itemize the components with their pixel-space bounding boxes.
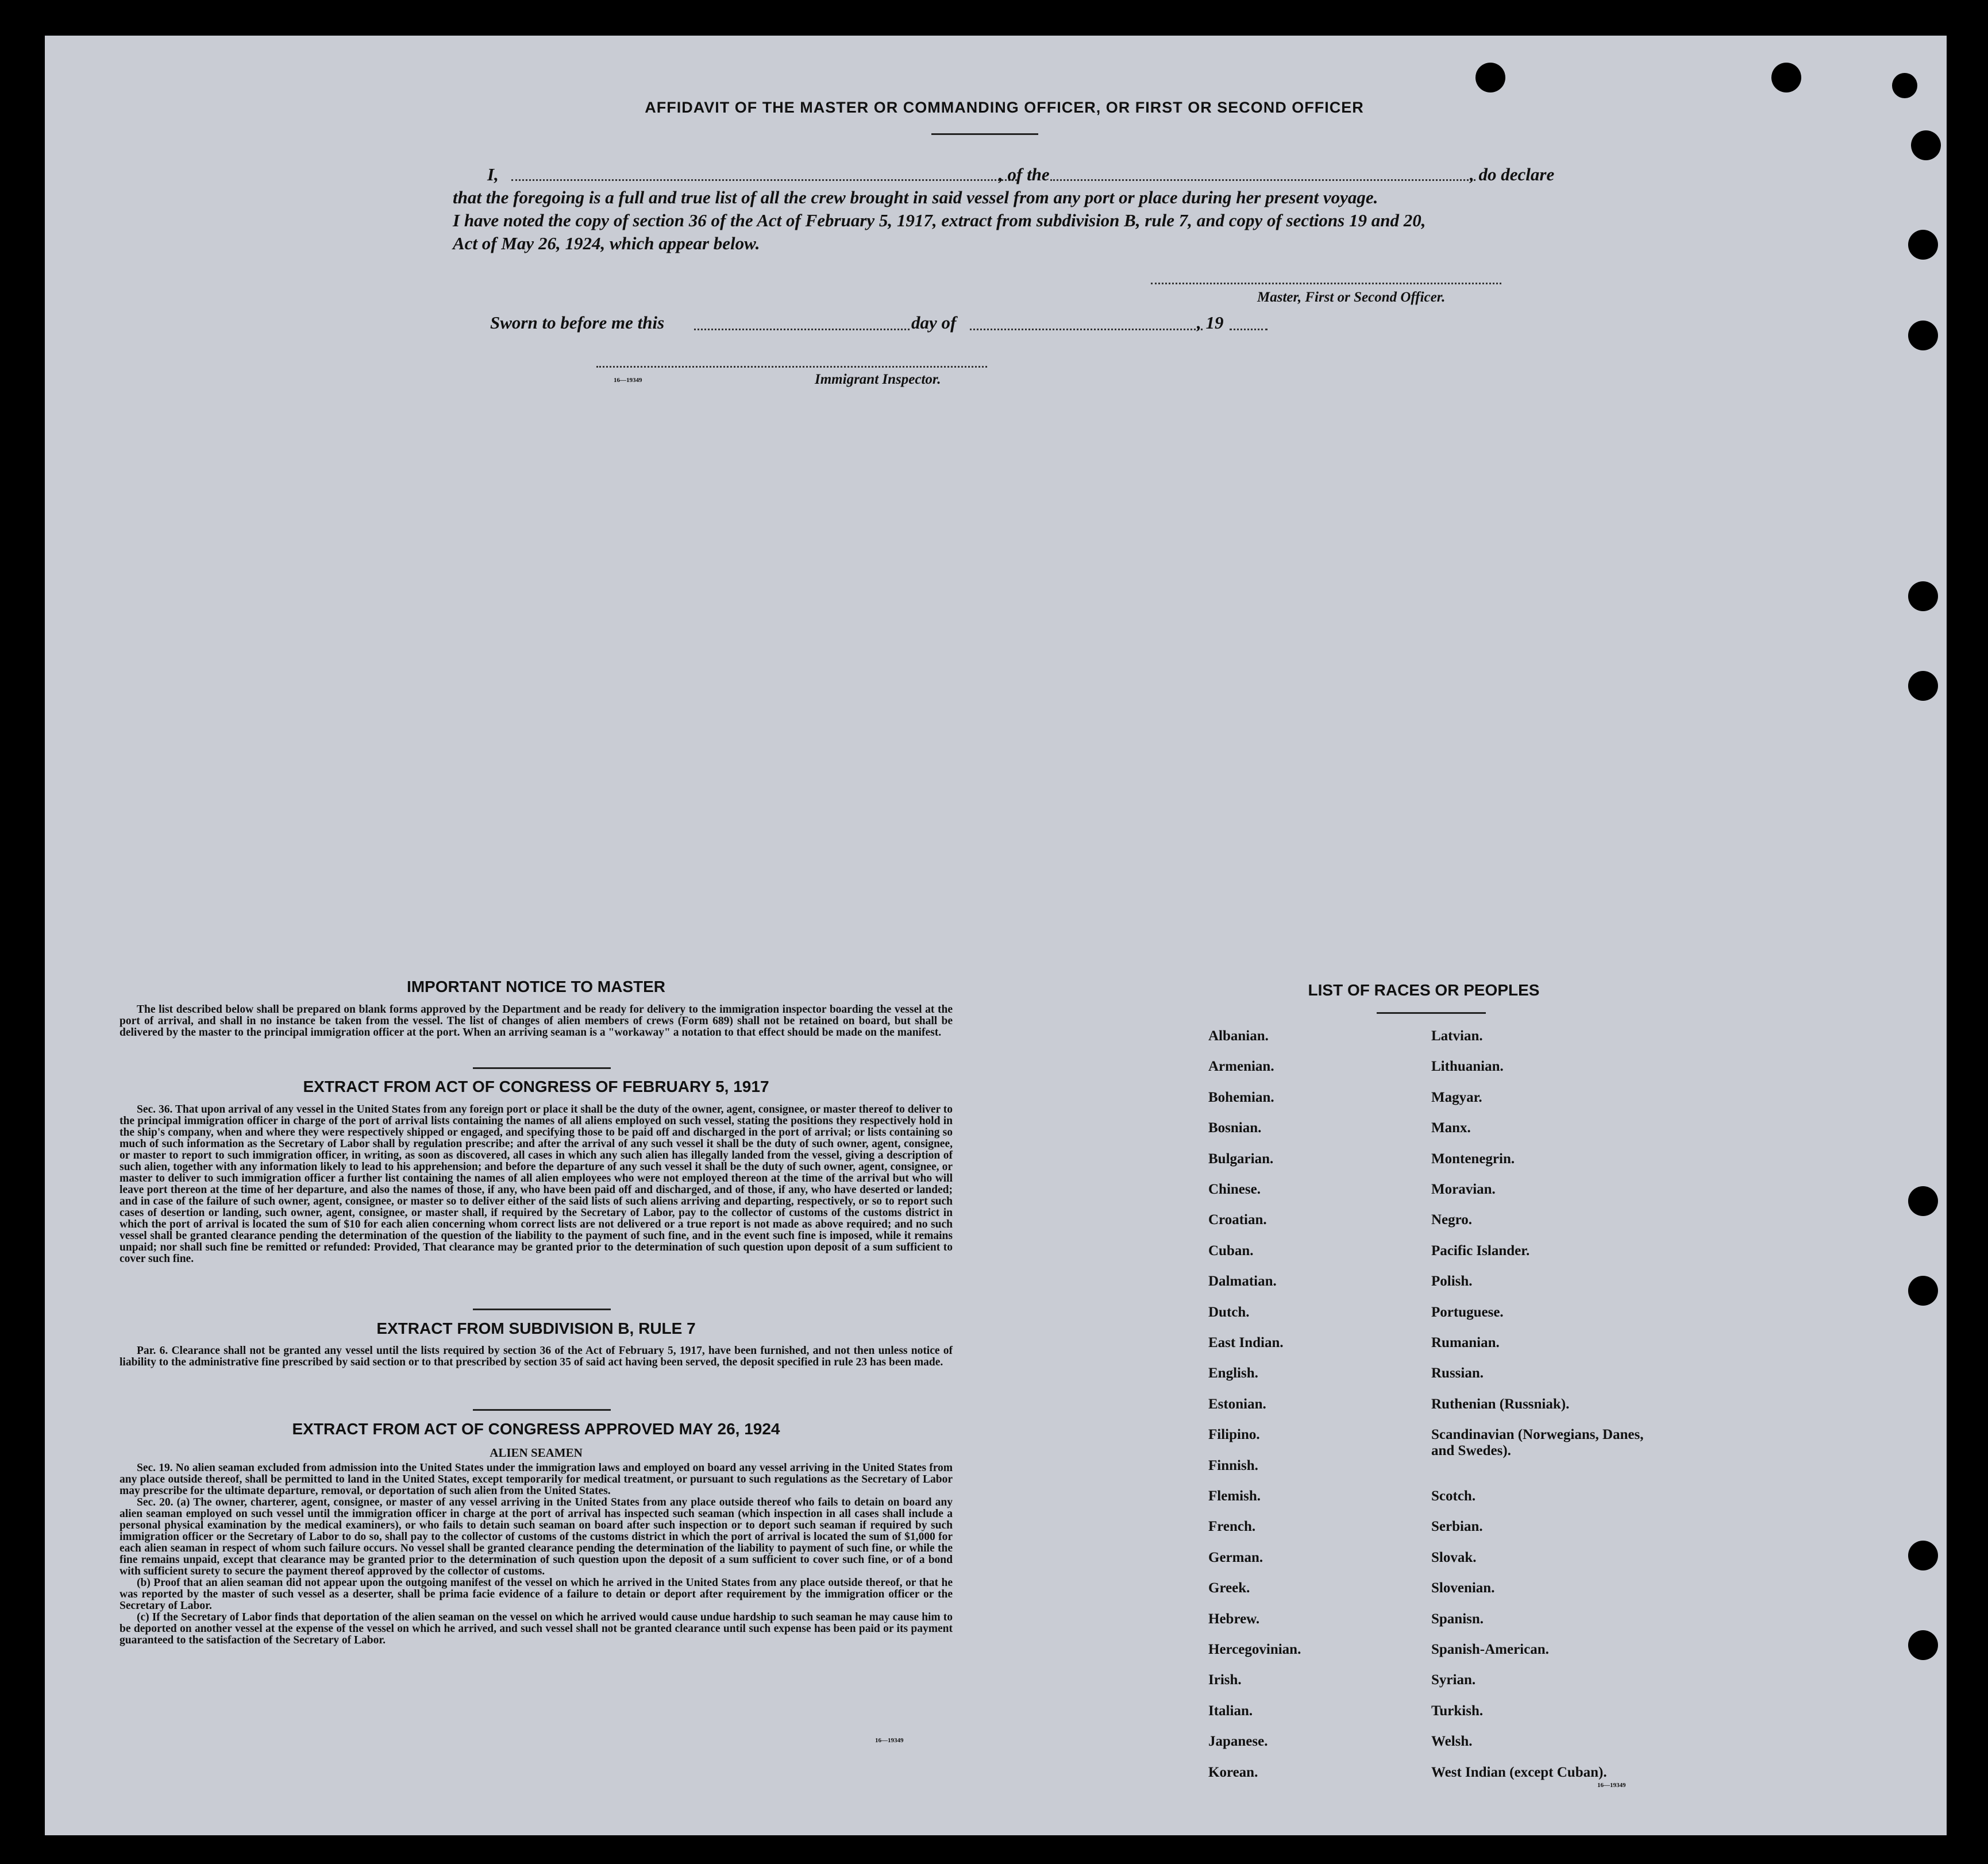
race-item: Russian. xyxy=(1431,1365,1484,1381)
vessel-of-label: , of the xyxy=(999,164,1050,184)
race-item: Albanian. xyxy=(1208,1028,1269,1044)
punch-hole xyxy=(1911,130,1941,160)
sworn-day-field[interactable] xyxy=(694,329,910,330)
race-item: Dutch. xyxy=(1208,1304,1250,1320)
punch-hole xyxy=(1908,230,1938,260)
race-item: Dalmatian. xyxy=(1208,1273,1277,1290)
sec19-paragraph: Sec. 19. No alien seaman excluded from admission into the United States under the immigration laws and employed on board any vessel arriving in the United States from any place outside thereof, shall be permitted to land in the United States, except temporarily for medical treatment, or pursuant to such regulations as the Secretary of Labor may prescribe for the ultimate departure, removal, or deportation of such alien from the United States. xyxy=(120,1462,953,1497)
race-item: Spanish-American. xyxy=(1431,1642,1549,1657)
race-item: Spanisn. xyxy=(1431,1611,1484,1627)
race-item: West Indian (except Cuban). xyxy=(1431,1764,1607,1780)
extract-form-number: 16—19349 xyxy=(875,1737,904,1744)
race-item: Flemish. xyxy=(1208,1488,1261,1504)
inspector-signature-field[interactable] xyxy=(596,366,987,368)
race-item: Bohemian. xyxy=(1208,1089,1274,1105)
declarant-name-field[interactable] xyxy=(511,179,1017,181)
punch-hole xyxy=(1908,1541,1938,1570)
punch-hole xyxy=(1892,73,1917,98)
races-title: LIST OF RACES OR PEOPLES xyxy=(1308,981,1540,999)
race-item: Chinese. xyxy=(1208,1182,1261,1197)
sec36-paragraph: Sec. 36. That upon arrival of any vessel in the United States from any foreign port or place it shall be the duty of the owner, agent, consignee, or master thereof to deliver to the principal immigration officer in charge of the port of arrival lists containing the names of all aliens employed on such vessel, stating the positions they respectively hold in the ship's company, when and where they were respectively shipped or engaged, and specifying those to be paid off and discharged in the port of arrival; or lists containing so much of such information as the Secretary of Labor shall by regulation prescribe; and after the arrival of any such vessel it shall be the duty of such owner, agent, consignee, or master to report to such immigration officer, in writing, as soon as discovered, all cases in which any such alien has illegally landed from the vessel, giving a description of such alien, together with any information likely to lead to his apprehension; and before the departure of any such vessel it shall be the duty of such owner, agent, consignee, or master to deliver to such immigration officer a further list containing the names of all alien employees who were not employed thereon at the time of the arrival but who will leave port thereon at the time of her departure, and also the names of those, if any, who have been paid off and discharged, and of those, if any, who have deserted or landed; and in case of the failure of such owner, agent, consignee, or master so to deliver either of the said lists of such aliens arriving and departing, respectively, or so to report such cases of desertion or landing, such owner, agent, consignee, or master shall, if required by the Secretary of Labor, pay to the collector of customs of the customs district in which the port of arrival is located the sum of $10 for each alien concerning whom correct lists are not delivered or a true report is not made as above required; and no such vessel shall be granted clearance pending the determination of the question of the liability to the payment of such fine, and in the event such fine is imposed, while it remains unpaid; nor shall such fine be remitted or refunded: Provided, That clearance may be granted prior to the determination of such question upon deposit of a sum sufficient to cover such fine. xyxy=(120,1103,953,1265)
race-item: Irish. xyxy=(1208,1672,1242,1688)
master-signature-field[interactable] xyxy=(1151,283,1501,284)
document-page xyxy=(45,36,1947,1835)
race-item: Scandinavian (Norwegians, Danes, and Swedes). xyxy=(1431,1427,1644,1459)
race-item: Croatian. xyxy=(1208,1212,1267,1228)
race-item: Armenian. xyxy=(1208,1059,1274,1075)
race-item: Slovenian. xyxy=(1431,1580,1495,1596)
sworn-year-field[interactable] xyxy=(1230,329,1267,330)
race-item: English. xyxy=(1208,1365,1258,1381)
race-item: Turkish. xyxy=(1431,1703,1484,1719)
notice-title: IMPORTANT NOTICE TO MASTER xyxy=(406,978,666,995)
punch-hole xyxy=(1908,1276,1938,1306)
race-item: Montenegrin. xyxy=(1431,1151,1515,1167)
section-divider xyxy=(473,1309,611,1310)
punch-hole xyxy=(1771,63,1801,92)
race-item: Hercegovinian. xyxy=(1208,1642,1301,1657)
sec20a-paragraph: Sec. 20. (a) The owner, charterer, agent, consignee, or master of any vessel arriving in the United States from any place outside thereof who fails to detain on board any alien seaman employed on such vessel until the immigration officer in charge at the port of arrival has inspected such seaman (which inspection in all cases shall include a personal physical examination by the medical examiners), or who fails to detain such seaman on board after such inspection or to deport such seaman if required by such immigration officer or the Secretary of Labor to do so, shall pay to the collector of customs of the customs district in which the port of arrival is located the sum of $1,000 for each alien seaman in respect of whom such failure occurs. No vessel shall be granted clearance pending the determination of the liability to payment of such fine, or while the fine remains unpaid, except that clearance may be granted prior to the determination of such question upon the deposit of a sum sufficient to cover such fine, or of a bond with sufficient surety to secure the payment thereof approved by the collector of customs. xyxy=(120,1496,953,1577)
race-item: East Indian. xyxy=(1208,1335,1284,1350)
race-item: Japanese. xyxy=(1208,1734,1268,1750)
punch-hole xyxy=(1908,581,1938,611)
extract-1917-title: EXTRACT FROM ACT OF CONGRESS OF FEBRUARY 5, 1917 xyxy=(303,1078,769,1095)
race-item: Welsh. xyxy=(1431,1734,1473,1750)
alien-seamen-subtitle: ALIEN SEAMEN xyxy=(490,1446,583,1460)
punch-hole xyxy=(1908,321,1938,350)
inspector-caption: Immigrant Inspector. xyxy=(815,372,941,387)
race-item: Serbian. xyxy=(1431,1519,1483,1535)
race-item: Syrian. xyxy=(1431,1672,1476,1688)
affidavit-form-number: 16—19349 xyxy=(614,377,642,384)
declarant-label: I, xyxy=(487,164,499,184)
race-item: Ruthenian (Russniak). xyxy=(1431,1396,1570,1412)
race-item: Scotch. xyxy=(1431,1488,1476,1504)
race-item: Lithuanian. xyxy=(1431,1059,1504,1075)
race-item: Bulgarian. xyxy=(1208,1151,1274,1167)
sec20c-paragraph: (c) If the Secretary of Labor finds that deportation of the alien seaman on the vessel on which he arrived would cause undue hardship to such seaman he may cause him to be deported on another vessel at the expense of the vessel on which he arrived, and such vessel shall not be granted clearance until such expense has been paid or its payment guaranteed to the satisfaction of the Secretary of Labor. xyxy=(120,1611,953,1646)
race-item: Hebrew. xyxy=(1208,1611,1260,1627)
master-caption: Master, First or Second Officer. xyxy=(1257,290,1446,305)
race-item: Italian. xyxy=(1208,1703,1253,1719)
race-item: Estonian. xyxy=(1208,1396,1266,1412)
race-item: Moravian. xyxy=(1431,1182,1496,1197)
race-item: Polish. xyxy=(1431,1273,1473,1290)
punch-hole xyxy=(1475,63,1505,92)
sec20b-paragraph: (b) Proof that an alien seaman did not appear upon the outgoing manifest of the vessel on which he arrived in the United States from any place outside thereof, or that he was reported by the master of such vessel as a deserter, shall be prima facie evidence of a failure to detain or deport after requirement by the immigration officer or the Secretary of Labor. xyxy=(120,1577,953,1612)
extract-rule7-text xyxy=(120,1345,953,1368)
race-item: Manx. xyxy=(1431,1120,1471,1136)
race-item: Finnish. xyxy=(1208,1457,1258,1473)
race-item: Cuban. xyxy=(1208,1242,1254,1259)
races-form-number: 16—19349 xyxy=(1597,1782,1626,1789)
sworn-month-field[interactable] xyxy=(970,329,1203,330)
affidavit-title: AFFIDAVIT OF THE MASTER OR COMMANDING OFFICER, OR FIRST OR SECOND OFFICER xyxy=(645,99,1364,116)
race-item: Pacific Islander. xyxy=(1431,1242,1530,1259)
title-divider xyxy=(931,133,1038,135)
races-divider xyxy=(1377,1012,1486,1014)
year-label: , 19 xyxy=(1197,312,1224,333)
race-item: Rumanian. xyxy=(1431,1335,1500,1350)
notice-paragraph: The list described below shall be prepared on blank forms approved by the Department and be ready for delivery to the immigration inspector boarding the vessel at the port of arrival, and shall in no instance be taken from the vessel. The list of changes of alien members of crews (Form 689) shall not be retained on board, but shall be delivered by the master to the principal immigration officer at the port. When an arriving seaman is a "workaway" a notation to that effect should be made on the manifest. xyxy=(120,1004,953,1039)
section-divider xyxy=(473,1067,611,1069)
extract-rule7-title: EXTRACT FROM SUBDIVISION B, RULE 7 xyxy=(376,1319,696,1337)
race-item: Portuguese. xyxy=(1431,1304,1504,1320)
par6-paragraph: Par. 6. Clearance shall not be granted any vessel until the lists required by section 36 of the Act of February 5, 1917, have been furnished, and not then unless notice of liability to the administrative fine prescribed by said section or to that prescribed by section 35 of said act having been served, the deposit specified in rule 23 has been made. xyxy=(120,1345,953,1368)
race-item: French. xyxy=(1208,1519,1256,1535)
punch-hole xyxy=(1908,1186,1938,1216)
declaration-line-4: Act of May 26, 1924, which appear below. xyxy=(453,233,760,253)
vessel-name-field[interactable] xyxy=(1050,179,1475,181)
race-item: Slovak. xyxy=(1431,1549,1477,1565)
race-item: Bosnian. xyxy=(1208,1120,1262,1136)
extract-1924-text xyxy=(120,1462,953,1646)
sworn-label: Sworn to before me this xyxy=(490,312,665,333)
section-divider xyxy=(473,1409,611,1411)
race-item: Korean. xyxy=(1208,1764,1258,1780)
race-item: Magyar. xyxy=(1431,1089,1482,1105)
extract-1924-title: EXTRACT FROM ACT OF CONGRESS APPROVED MAY 26, 1924 xyxy=(292,1420,780,1438)
extract-1917-text xyxy=(120,1104,953,1265)
punch-hole xyxy=(1908,671,1938,701)
race-item: German. xyxy=(1208,1549,1263,1565)
declaration-line-2: that the foregoing is a full and true list of all the crew brought in said vessel from any port or place during her present voyage. xyxy=(453,187,1378,207)
race-item: Negro. xyxy=(1431,1212,1473,1228)
day-of-label: day of xyxy=(911,312,957,333)
race-item: Greek. xyxy=(1208,1580,1250,1596)
declare-label: , do declare xyxy=(1470,164,1555,184)
race-item: Latvian. xyxy=(1431,1028,1483,1044)
notice-text xyxy=(120,1004,953,1039)
race-item: Filipino. xyxy=(1208,1427,1260,1443)
declaration-line-3: I have noted the copy of section 36 of the Act of February 5, 1917, extract from subdivision B, rule 7, and copy of sections 19 and 20, xyxy=(453,210,1426,230)
punch-hole xyxy=(1908,1630,1938,1660)
